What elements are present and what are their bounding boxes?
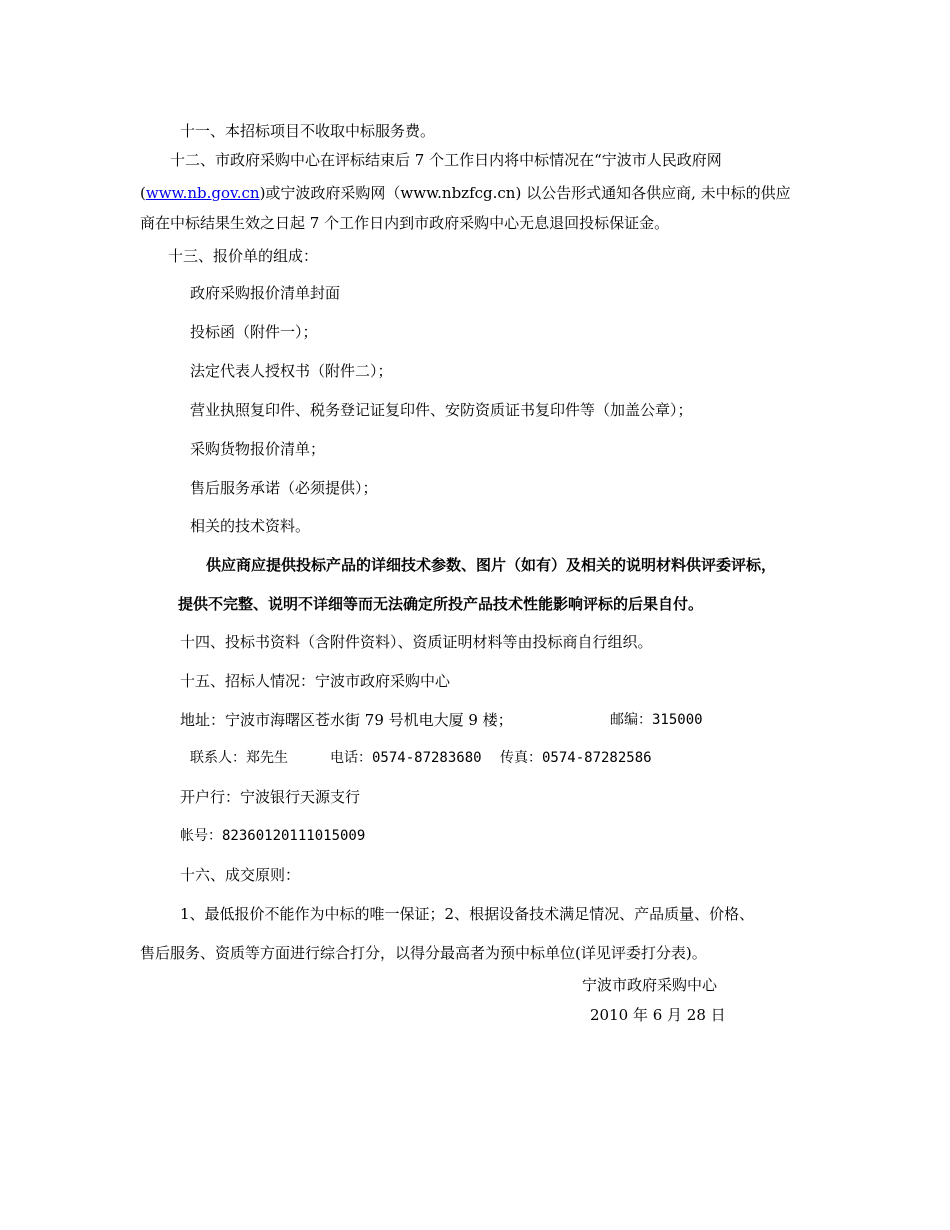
bold-notice-line-1: 供应商应提供投标产品的详细技术参数、图片（如有）及相关的说明材料供评委评标， (206, 556, 777, 574)
date: 2010 年 6 月 28 日 (590, 1006, 726, 1024)
list-item: 营业执照复印件、税务登记证复印件、安防资质证书复印件等（加盖公章）； (190, 401, 693, 419)
phone: 电话：0574-87283680 (330, 750, 482, 766)
section-13: 十三、报价单的组成： (168, 247, 319, 265)
signer: 宁波市政府采购中心 (582, 976, 718, 994)
address: 地址：宁波市海曙区苍水街 79 号机电大厦 9 楼； (180, 711, 513, 729)
section-12-line-2 (140, 182, 791, 204)
bank: 开户行：宁波银行天源支行 (180, 788, 361, 806)
fax: 传真：0574-87282586 (500, 750, 652, 766)
contact: 联系人：郑先生 (190, 750, 288, 766)
section-16-line-2: 售后服务、资质等方面进行综合打分，以得分最高者为预中标单位(详见评委打分表)。 (140, 944, 707, 962)
postcode: 邮编：315000 (610, 712, 703, 728)
list-item: 法定代表人授权书（附件二）； (190, 362, 393, 380)
bold-notice-line-2: 提供不完整、说明不详细等而无法确定所投产品技术性能影响评标的后果自付。 (178, 595, 704, 613)
account: 帐号：82360120111015009 (180, 828, 366, 844)
section-16: 十六、成交原则： (180, 866, 301, 884)
section-15: 十五、招标人情况：宁波市政府采购中心 (180, 672, 451, 690)
list-item: 投标函（附件一）； (190, 323, 318, 341)
list-item: 售后服务承诺（必须提供）； (190, 479, 378, 497)
section-12-line-1: 十二、市政府采购中心在评标结束后 7 个工作日内将中标情况在“宁波市人民政府网 (170, 151, 722, 169)
section-12-line-2-rest: )或宁波政府采购网（www.nbzfcg.cn) 以公告形式通知各供应商, 未中标的供应 (259, 184, 791, 202)
paren-open: ( (140, 184, 146, 202)
list-item: 采购货物报价清单； (190, 440, 326, 458)
list-item: 相关的技术资料。 (190, 517, 311, 535)
nb-gov-link[interactable]: www.nb.gov.cn (145, 184, 260, 202)
section-16-line-1: 1、最低报价不能作为中标的唯一保证；2、根据设备技术满足情况、产品质量、价格、 (180, 905, 755, 923)
list-item: 政府采购报价清单封面 (190, 284, 341, 302)
section-14: 十四、投标书资料（含附件资料）、资质证明材料等由投标商自行组织。 (180, 633, 653, 651)
section-11: 十一、本招标项目不收取中标服务费。 (180, 122, 436, 140)
section-12-line-3: 商在中标结果生效之日起 7 个工作日内到市政府采购中心无息退回投标保证金。 (140, 214, 670, 232)
